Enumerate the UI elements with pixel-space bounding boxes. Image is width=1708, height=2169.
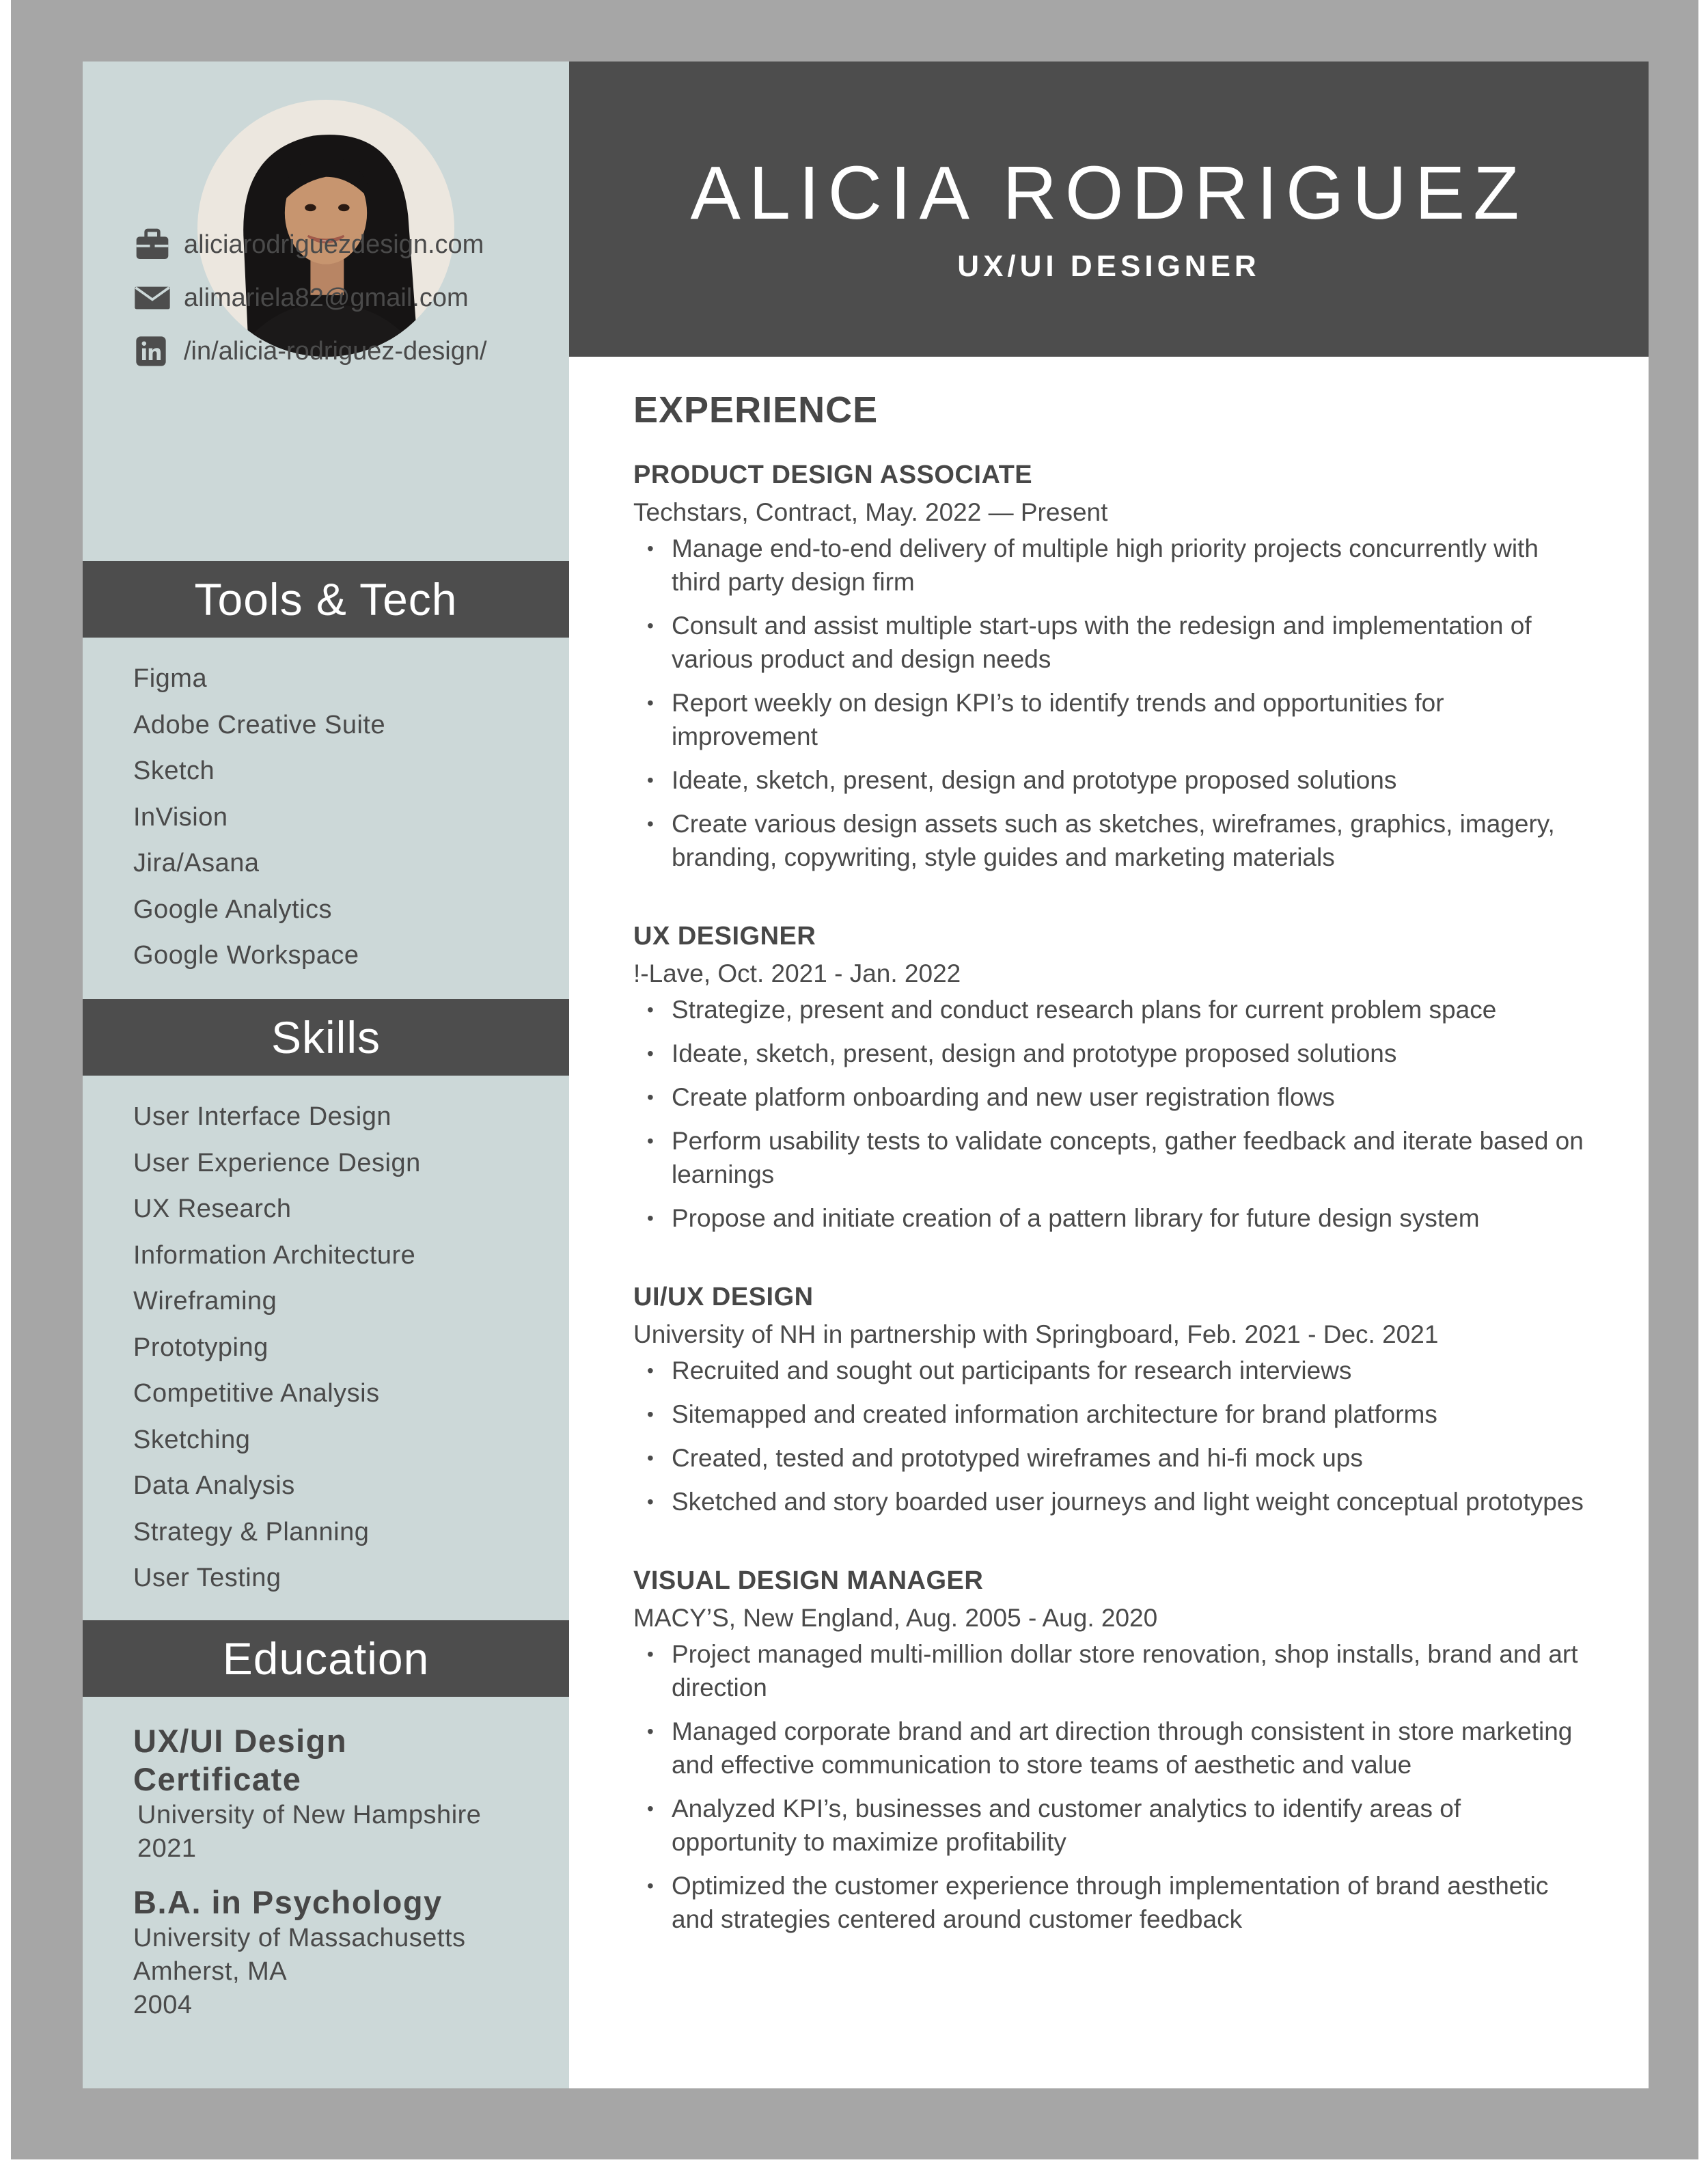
job-meta: !-Lave, Oct. 2021 - Jan. 2022 xyxy=(633,959,961,987)
job-bullet: • Created, tested and prototyped wireframes and hi-fi mock ups xyxy=(633,1441,1590,1475)
tool-item: Adobe Creative Suite xyxy=(133,710,386,739)
person-name: ALICIA RODRIGUEZ xyxy=(690,151,1528,235)
experience-section xyxy=(633,383,1590,1980)
job-bullet: • Sitemapped and created information architecture for brand platforms xyxy=(633,1397,1590,1431)
job-bullet: • Project managed multi-million dollar store renovation, shop installs, brand and art direction xyxy=(633,1637,1590,1704)
tool-item: Google Analytics xyxy=(133,895,333,924)
job-title: VISUAL DESIGN MANAGER xyxy=(633,1566,984,1595)
tool-item: Google Workspace xyxy=(133,941,359,970)
job-title: UI/UX DESIGN xyxy=(633,1283,814,1311)
education-line: University of Massachusetts xyxy=(133,1924,466,1952)
contact-website[interactable] xyxy=(133,224,484,265)
job-meta: Techstars, Contract, May. 2022 — Present xyxy=(633,498,1108,526)
job-bullet: • Recruited and sought out participants for research interviews xyxy=(633,1354,1590,1387)
job-bullets xyxy=(633,532,1590,874)
contact-linkedin[interactable] xyxy=(133,331,487,372)
job-bullet: • Sketched and story boarded user journeys and light weight conceptual prototypes xyxy=(633,1485,1590,1518)
email-text: alimariela82@gmail.com xyxy=(184,283,469,312)
skills-list xyxy=(133,1094,421,1602)
tools-heading: Tools & Tech xyxy=(83,561,569,638)
job-bullets xyxy=(633,1354,1590,1518)
job-meta: University of NH in partnership with Springboard, Feb. 2021 - Dec. 2021 xyxy=(633,1320,1439,1348)
resume-page xyxy=(83,62,1649,2088)
job-title: UX DESIGNER xyxy=(633,922,816,951)
job-entry xyxy=(633,456,1590,874)
tool-item: InVision xyxy=(133,802,228,832)
skill-item: User Interface Design xyxy=(133,1102,391,1131)
tool-item: Figma xyxy=(133,664,208,693)
skill-item: Prototyping xyxy=(133,1333,268,1362)
linkedin-text: /in/alicia-rodriguez-design/ xyxy=(184,336,487,366)
education-entry xyxy=(133,1883,466,2022)
tools-list xyxy=(133,656,385,979)
job-bullet: • Manage end-to-end delivery of multiple high priority projects concurrently with third party design firm xyxy=(633,532,1590,599)
job-role: UX/UI DESIGNER xyxy=(957,249,1261,283)
job-bullet: • Ideate, sketch, present, design and prototype proposed solutions xyxy=(633,763,1590,797)
job-bullet: • Consult and assist multiple start-ups with the redesign and implementation of various product and design needs xyxy=(633,609,1590,676)
job-bullet: • Create various design assets such as sketches, wireframes, graphics, imagery, branding, copywriting, style guides and marketing materials xyxy=(633,807,1590,874)
job-bullet: • Ideate, sketch, present, design and prototype proposed solutions xyxy=(633,1037,1590,1070)
job-entry xyxy=(633,918,1590,1235)
education-entry xyxy=(133,1722,481,1866)
job-bullet: • Create platform onboarding and new user registration flows xyxy=(633,1080,1590,1114)
job-bullet: • Managed corporate brand and art direction through consistent in store marketing and effective communication to store teams of aesthetic and value xyxy=(633,1715,1590,1782)
skill-item: Data Analysis xyxy=(133,1471,295,1500)
job-bullet: • Perform usability tests to validate concepts, gather feedback and iterate based on learnings xyxy=(633,1124,1590,1191)
job-meta: MACY’S, New England, Aug. 2005 - Aug. 2020 xyxy=(633,1604,1158,1632)
degree-title: UX/UI Design Certificate xyxy=(133,1723,348,1797)
skill-item: Information Architecture xyxy=(133,1240,416,1270)
tool-item: Jira/Asana xyxy=(133,849,260,877)
job-bullet: • Strategize, present and conduct research plans for current problem space xyxy=(633,993,1590,1026)
education-line: 2021 xyxy=(137,1834,197,1863)
contact-email[interactable] xyxy=(133,277,469,318)
tool-item: Sketch xyxy=(133,756,215,785)
skill-item: UX Research xyxy=(133,1195,292,1223)
name-header xyxy=(569,62,1649,357)
mail-icon xyxy=(133,279,171,317)
degree-title: B.A. in Psychology xyxy=(133,1884,443,1920)
linkedin-icon xyxy=(133,332,171,370)
job-entry xyxy=(633,1562,1590,1936)
job-title: PRODUCT DESIGN ASSOCIATE xyxy=(633,461,1033,489)
education-heading: Education xyxy=(83,1620,569,1697)
job-bullet: • Optimized the customer experience through implementation of brand aesthetic and strategies centered around customer feedback xyxy=(633,1869,1590,1936)
job-bullet: • Propose and initiate creation of a pattern library for future design system xyxy=(633,1201,1590,1235)
job-bullet: • Analyzed KPI’s, businesses and customer analytics to identify areas of opportunity to maximize profitability xyxy=(633,1792,1590,1859)
sidebar xyxy=(83,62,569,2088)
education-line: 2004 xyxy=(133,1991,193,2019)
briefcase-icon xyxy=(133,226,171,264)
skill-item: User Testing xyxy=(133,1564,281,1592)
skill-item: Competitive Analysis xyxy=(133,1379,380,1408)
job-entry xyxy=(633,1279,1590,1518)
skill-item: Wireframing xyxy=(133,1287,277,1315)
job-bullets xyxy=(633,993,1590,1235)
job-bullet: • Report weekly on design KPI’s to identify trends and opportunities for improvement xyxy=(633,686,1590,753)
website-text: aliciarodriguezdesign.com xyxy=(184,230,484,259)
job-bullets xyxy=(633,1637,1590,1936)
jobs-list xyxy=(633,456,1590,1936)
skill-item: Sketching xyxy=(133,1425,251,1454)
skills-heading: Skills xyxy=(83,999,569,1076)
education-line: University of New Hampshire xyxy=(137,1801,482,1829)
skill-item: Strategy & Planning xyxy=(133,1517,370,1546)
education-line: Amherst, MA xyxy=(133,1957,288,1986)
page-frame xyxy=(11,0,1698,2159)
experience-heading: EXPERIENCE xyxy=(633,390,879,431)
skill-item: User Experience Design xyxy=(133,1148,421,1177)
